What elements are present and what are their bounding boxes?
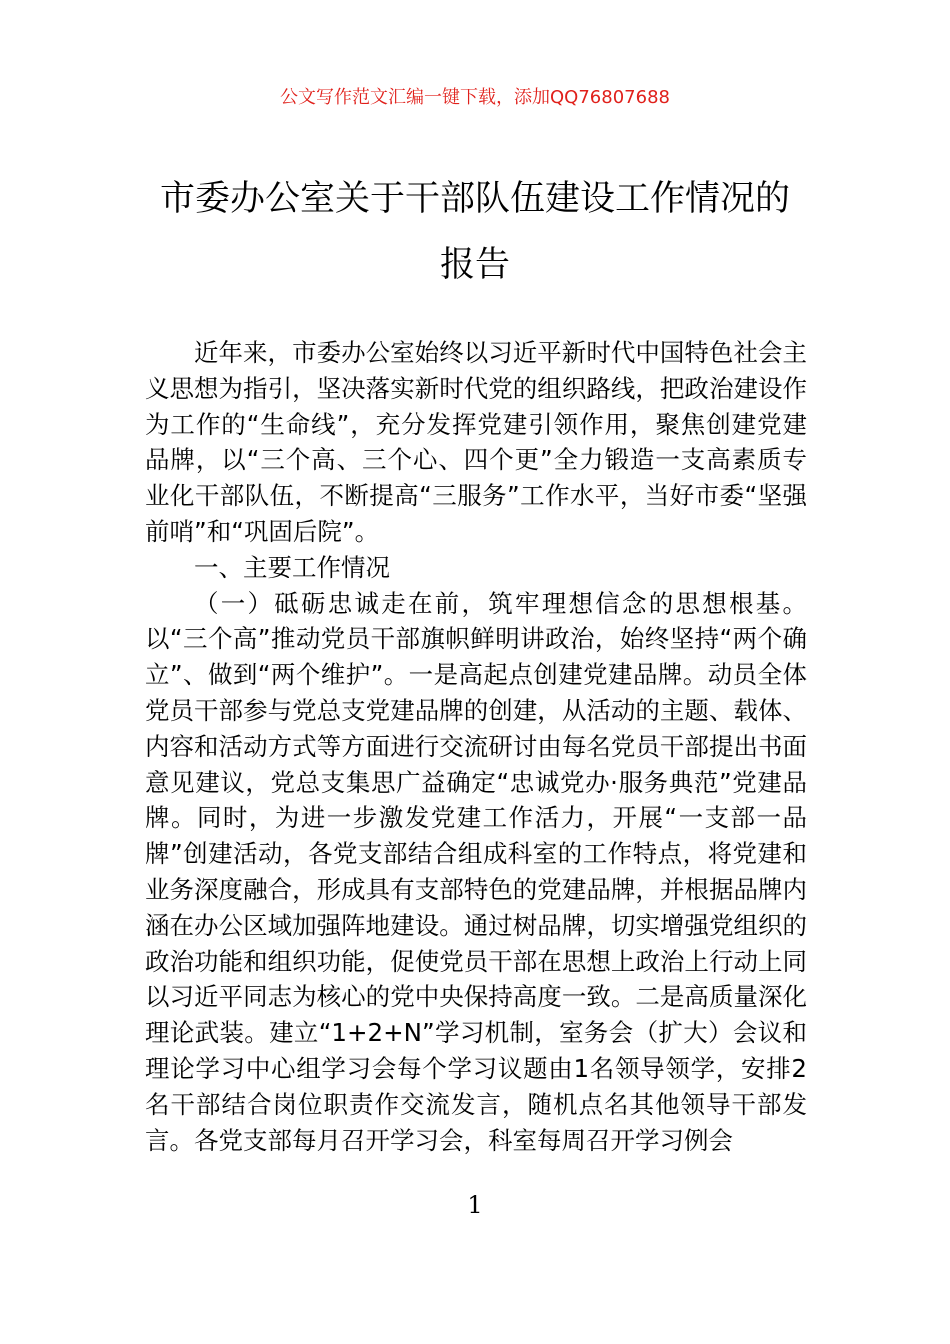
body-paragraph: （一）砥砺忠诚走在前，筑牢理想信念的思想根基。以“三个高”推动党员干部旗帜鲜明讲政治，始终坚持“两个确立”、做到“两个维护”。一是高起点创建党建品牌。动员全体党员干部参与党总支党建品牌的创建，从活动的主题、载体、内容和活动方式等方面进行交流研讨由每名党员干部提出书面意见建议，党总支集思广益确定“忠诚党办·服务典范”党建品牌。同时，为进一步激发党建工作活力，开展“一支部一品牌”创建活动，各党支部结合组成科室的工作特点，将党建和业务深度融合，形成具有支部特色的党建品牌，并根据品牌内涵在办公区域加强阵地建设。通过树品牌，切实增强党组织的政治功能和组织功能，促使党员干部在思想上政治上行动上同以习近平同志为核心的党中央保持高度一致。二是高质量深化理论武装。建立“1+2+N”学习机制，室务会（扩大）会议和理论学习中心组学习会每个学习议题由1名领导领学，安排2名干部结合岗位职责作交流发言，随机点名其他领导干部发言。各党支部每月召开学习会，科室每周召开学习例会	[145, 588, 807, 1155]
section-heading: 一、主要工作情况	[194, 552, 390, 582]
page-number: 1	[467, 1191, 483, 1219]
document-body	[145, 335, 807, 1158]
promo-banner: 公文写作范文汇编一键下载，添加QQ76807688	[280, 87, 670, 108]
document-title: 市委办公室关于干部队伍建设工作情况的报告	[159, 179, 790, 285]
intro-paragraph: 近年来，市委办公室始终以习近平新时代中国特色社会主义思想为指引，坚决落实新时代党的组织路线，把政治建设作为工作的“生命线”，充分发挥党建引领作用，聚焦创建党建品牌，以“三个高、三个心、四个更”全力锻造一支高素质专业化干部队伍，不断提高“三服务”工作水平，当好市委“坚强前哨”和“巩固后院”。	[145, 338, 807, 546]
